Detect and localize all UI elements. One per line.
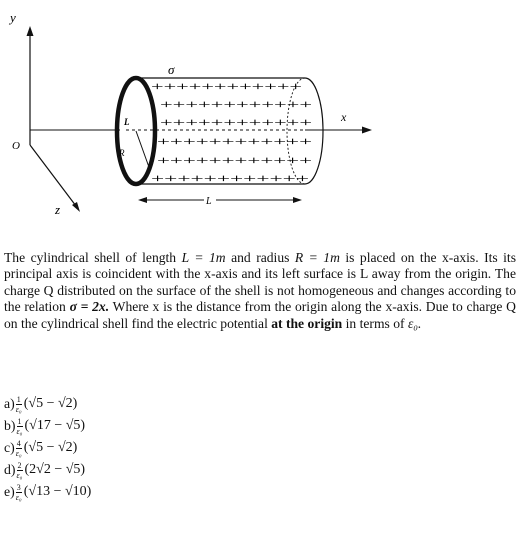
- problem-text: Where x is the distance from the origin along the x-axis. Due to charge Q on the cylindrical shell find the electric potential: [4, 299, 516, 331]
- charge-row: ++++++++++++: [157, 153, 313, 167]
- charge-row: ++++++++++++: [151, 79, 303, 93]
- fraction-numerator: 4: [16, 438, 21, 448]
- option-letter: c): [4, 440, 15, 455]
- fraction-denominator: ε₀: [15, 492, 22, 502]
- problem-text: is placed on the x-axis. Its its principal axis is coincident with the x-axis and its left surface is L away from the origin. The charge Q distributed on the surface of the shell is not homogeneous and changes according to the relation: [4, 250, 516, 315]
- sigma-equation: σ = 2x.: [69, 299, 110, 315]
- fraction-denominator: ε₀: [15, 404, 22, 414]
- option-letter: a): [4, 396, 15, 411]
- option-c[interactable]: [4, 437, 304, 459]
- radius-label: R: [119, 148, 125, 158]
- option-expression: (√5 − √2): [23, 440, 78, 455]
- problem-text: in terms of: [342, 315, 408, 331]
- option-e[interactable]: [4, 481, 304, 503]
- option-expression: (√5 − √2): [23, 396, 78, 411]
- length-equation: L = 1m: [181, 250, 226, 265]
- z-axis-label: z: [55, 202, 61, 217]
- option-fraction: [16, 483, 22, 502]
- option-b[interactable]: [4, 415, 304, 437]
- radius-line: [136, 131, 150, 170]
- fraction-denominator: ε₀: [15, 448, 22, 458]
- cylinder-right-face-visible: [305, 78, 323, 184]
- option-letter: b): [4, 418, 16, 433]
- option-fraction: [17, 461, 23, 480]
- z-axis-arrow: [72, 202, 80, 212]
- option-fraction: [17, 417, 23, 436]
- emphasis-text: at the origin: [271, 315, 343, 331]
- problem-text: and radius: [225, 250, 295, 265]
- length-arrow-right: [293, 197, 302, 203]
- option-fraction: [16, 395, 22, 414]
- y-axis-arrow: [27, 26, 34, 36]
- charge-row: ++++++++++++: [151, 171, 310, 185]
- option-a[interactable]: [4, 393, 304, 415]
- fraction-numerator: 2: [17, 460, 22, 470]
- x-axis-label: x: [341, 110, 347, 124]
- fraction-numerator: 3: [16, 482, 21, 492]
- charge-row: ++++++++++++: [160, 97, 313, 111]
- length-label-top: L: [124, 117, 130, 127]
- sigma-label: σ: [168, 62, 175, 77]
- fraction-denominator: ε₀: [16, 426, 23, 436]
- option-d[interactable]: [4, 459, 304, 481]
- fraction-numerator: 1: [17, 416, 22, 426]
- length-label-bottom: L: [206, 196, 212, 207]
- problem-text: The cylindrical shell of length: [4, 250, 182, 265]
- fraction-numerator: 1: [16, 394, 21, 404]
- cylinder-figure: [0, 0, 523, 225]
- option-expression: (2√2 − √5): [24, 462, 86, 477]
- option-fraction: [16, 439, 22, 458]
- charge-row: ++++++++++++: [157, 134, 313, 148]
- epsilon-symbol: ε₀.: [407, 315, 422, 331]
- option-letter: d): [4, 462, 16, 477]
- fraction-denominator: ε₀: [16, 470, 23, 480]
- z-axis: [30, 145, 76, 206]
- origin-label: O: [12, 140, 20, 152]
- cylinder-right-face-hidden: [287, 78, 305, 184]
- option-expression: (√13 − √10): [23, 484, 92, 499]
- charge-row: ++++++++++++: [160, 115, 313, 129]
- length-arrow-left: [138, 197, 147, 203]
- radius-equation: R = 1m: [294, 250, 340, 265]
- problem-statement: [4, 250, 516, 332]
- x-axis-arrow: [362, 127, 372, 134]
- answer-options: [4, 393, 304, 503]
- option-expression: (√17 − √5): [24, 418, 86, 433]
- y-axis-label: y: [10, 10, 16, 25]
- option-letter: e): [4, 484, 15, 499]
